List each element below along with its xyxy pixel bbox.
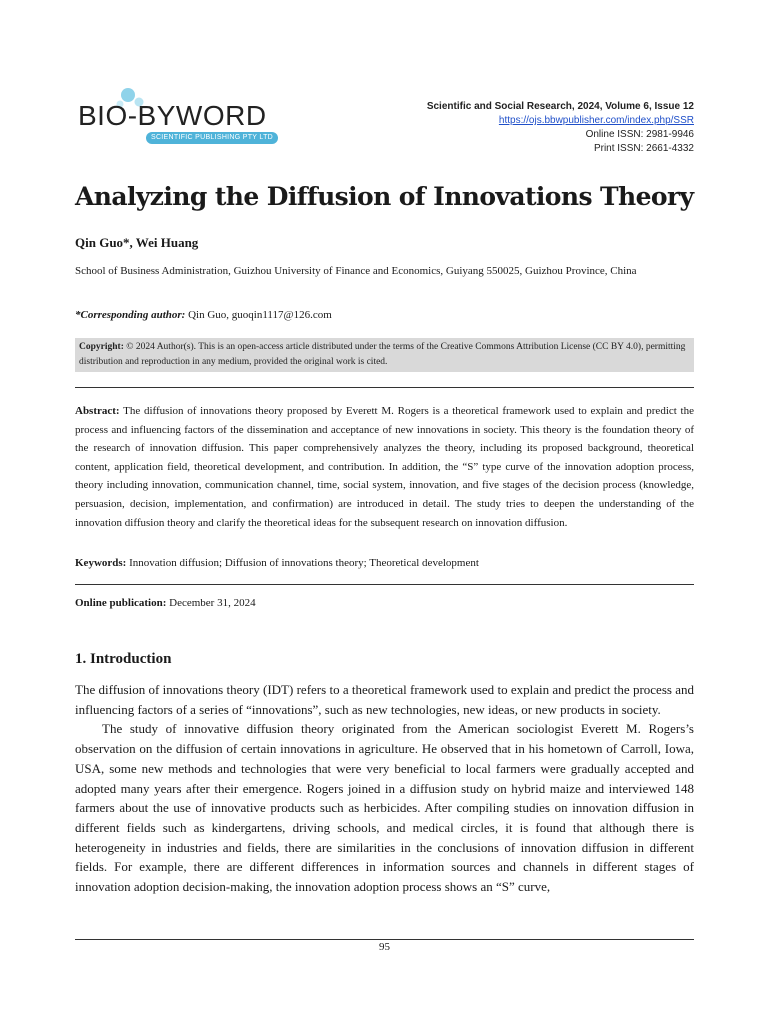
body-paragraph: The diffusion of innovations theory (IDT) refers to a theoretical framework used to explain and predict the process and influencing factors of a series of “innovations”, such as new technologies, new ideas, or new products in society. bbox=[75, 682, 694, 717]
online-publication-label: Online publication: bbox=[75, 597, 167, 609]
article-title: Analyzing the Diffusion of Innovations Theory bbox=[75, 182, 694, 211]
print-issn: Print ISSN: 2661-4332 bbox=[593, 143, 694, 154]
author-affiliation: School of Business Administration, Guizhou University of Finance and Economics, Guiyang 550025, Guizhou Province, China bbox=[75, 265, 637, 277]
abstract-text: The diffusion of innovations theory proposed by Everett M. Rogers is a theoretical framework used to explain and predict the process and influencing factors of the dissemination and acceptance of new innovations in society. This theory is the foundation theory of the research of innovation diffusion. This paper comprehensively analyzes the theory, including its proposed background, theoretical content, application field, theoretical development, and contribution. In addition, the “S” type curve of the innovation adoption process, theory including innovation, communication channel, time, social system, innovation, and five stages of the decision process (knowledge, persuasion, decision, implementation, and confirmation) are introduced in detail. The study tries to deepen the understanding of the innovation diffusion theory and clarify the theoretical ideas for the subsequent research on innovation diffusion. bbox=[75, 405, 694, 529]
corresponding-author-value: Qin Guo, guoqin1117@126.com bbox=[185, 309, 332, 321]
keywords bbox=[75, 554, 694, 572]
keywords-text: Innovation diffusion; Diffusion of innovations theory; Theoretical development bbox=[126, 557, 479, 569]
abstract bbox=[75, 402, 694, 532]
abstract-label: Abstract: bbox=[75, 405, 120, 417]
keywords-label: Keywords: bbox=[75, 557, 127, 569]
journal-info bbox=[427, 100, 694, 156]
page-header bbox=[75, 86, 694, 156]
corresponding-author-label: *Corresponding author: bbox=[75, 309, 186, 321]
logo-tagline: SCIENTIFIC PUBLISHING PTY LTD bbox=[146, 132, 278, 144]
online-publication bbox=[75, 594, 256, 612]
online-issn: Online ISSN: 2981-9946 bbox=[585, 129, 694, 140]
copyright-notice bbox=[75, 338, 694, 372]
section-heading-introduction: 1. Introduction bbox=[75, 651, 172, 667]
publisher-logo bbox=[78, 86, 288, 148]
online-publication-date: December 31, 2024 bbox=[166, 597, 256, 609]
section-body bbox=[75, 680, 694, 897]
logo-wordmark: BIO-BYWORD bbox=[78, 100, 267, 131]
copyright-text: © 2024 Author(s). This is an open-access article distributed under the terms of the Creative Commons Attribution License (CC BY 4.0), permitting distribution and reproduction in any medium, provided the original work is cited. bbox=[79, 342, 686, 367]
article-authors: Qin Guo*, Wei Huang bbox=[75, 235, 199, 250]
page-number: 95 bbox=[379, 941, 390, 953]
journal-title: Scientific and Social Research, 2024, Volume 6, Issue 12 bbox=[426, 101, 694, 112]
copyright-label: Copyright: bbox=[79, 342, 124, 352]
corresponding-author bbox=[75, 309, 332, 321]
journal-url-link[interactable]: https://ojs.bbwpublisher.com/index.php/SSR bbox=[498, 115, 694, 126]
divider-footer bbox=[75, 939, 694, 940]
divider-top bbox=[75, 387, 694, 388]
divider-middle bbox=[75, 584, 694, 585]
body-paragraph: The study of innovative diffusion theory originated from the American sociologist Everett M. Rogers’s observation on the diffusion of certain innovations in agriculture. He observed that in his hometown of Carroll, Iowa, USA, some new methods and technologies that were very beneficial to local farmers were gradually accepted and adopted many years after their emergence. Rogers joined in a diffusion study on hybrid maize and interviewed 148 farmers about the use of innovative products such as herbicides. After compiling studies on innovation diffusion in different fields such as kindergartens, driving schools, and medical circles, it is found that although there is heterogeneity in industries and fields, there are similarities in the conclusions of innovation diffusion in different fields. For example, there are different differences in information sources and channels in different stages of innovation adoption decision-making, the innovation adoption process shows an “S” curve, bbox=[75, 721, 694, 895]
